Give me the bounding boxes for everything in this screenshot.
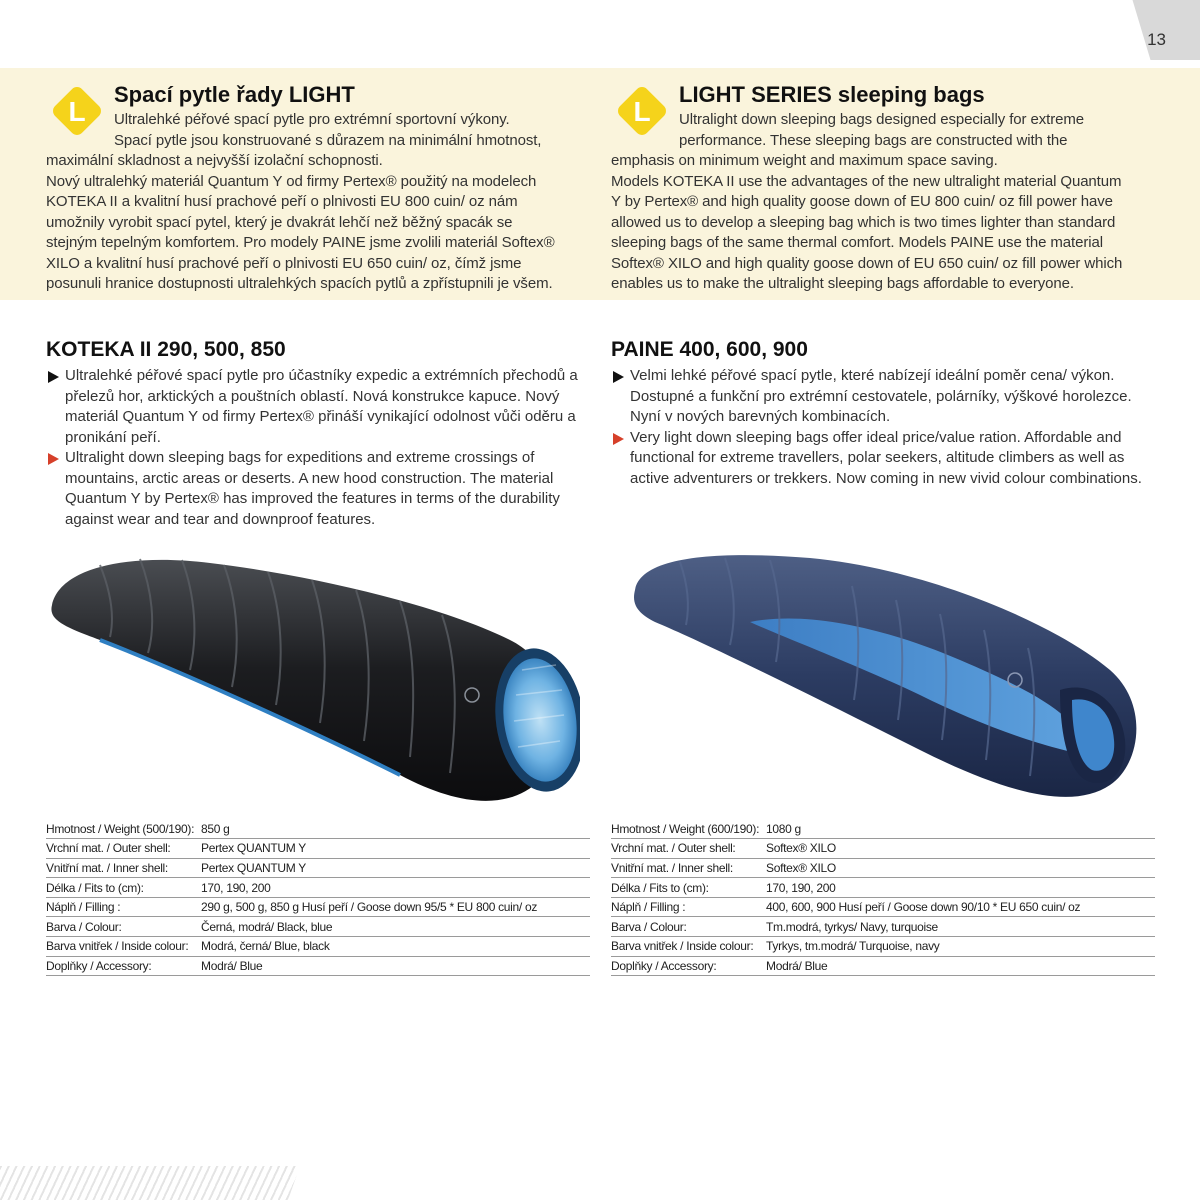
- product-paine: [611, 338, 1159, 489]
- spec-value: 290 g, 500 g, 850 g Husí peří / Goose down 95/5 * EU 800 cuin/ oz: [201, 897, 590, 917]
- light-series-badge-icon: [611, 80, 673, 142]
- spec-table-paine: [611, 819, 1155, 976]
- spec-value: Modrá/ Blue: [201, 956, 590, 976]
- product-koteka: [46, 338, 594, 530]
- arrow-right-icon: [613, 371, 624, 383]
- table-row: [611, 858, 1155, 878]
- spec-key: Doplňky / Accessory:: [611, 956, 766, 976]
- intro-line: maximální skladnost a nejvyšší izolační schopnosti.: [46, 152, 383, 169]
- intro-line: Ultralehké péřové spací pytle pro extrémní sportovní výkony.: [114, 111, 510, 128]
- table-row: [611, 937, 1155, 957]
- spec-value: Modrá, černá/ Blue, black: [201, 937, 590, 957]
- bullet-czech: [611, 366, 1159, 428]
- intro-text-english: [611, 110, 1156, 295]
- spec-key: Délka / Fits to (cm):: [46, 878, 201, 898]
- spec-value: 400, 600, 900 Husí peří / Goose down 90/10 * EU 650 cuin/ oz: [766, 897, 1155, 917]
- spec-key: Barva / Colour:: [46, 917, 201, 937]
- product-title-paine: PAINE 400, 600, 900: [611, 338, 808, 361]
- spec-value: Softex® XILO: [766, 858, 1155, 878]
- table-row: [46, 956, 590, 976]
- intro-line: KOTEKA II a kvalitní husí prachové peří o plnivosti EU 800 cuin/ oz nám: [46, 193, 518, 210]
- intro-title-english: LIGHT SERIES sleeping bags: [679, 82, 985, 107]
- spec-value: 850 g: [201, 819, 590, 839]
- table-row: [46, 858, 590, 878]
- spec-key: Vnitřní mat. / Inner shell:: [611, 858, 766, 878]
- table-row: [46, 839, 590, 859]
- intro-czech: [46, 80, 591, 295]
- spec-key: Vnitřní mat. / Inner shell:: [46, 858, 201, 878]
- spec-value: Modrá/ Blue: [766, 956, 1155, 976]
- intro-line: Ultralight down sleeping bags designed especially for extreme: [679, 111, 1084, 128]
- spec-key: Vrchní mat. / Outer shell:: [46, 839, 201, 859]
- intro-line: Models KOTEKA II use the advantages of the new ultralight material Quantum: [611, 172, 1122, 190]
- spec-table-koteka: [46, 819, 590, 976]
- light-series-badge-icon: [46, 80, 108, 142]
- spec-value: 170, 190, 200: [766, 878, 1155, 898]
- spec-key: Doplňky / Accessory:: [46, 956, 201, 976]
- spec-value: Tm.modrá, tyrkys/ Navy, turquoise: [766, 917, 1155, 937]
- table-row: [46, 819, 590, 839]
- spec-key: Barva vnitřek / Inside colour:: [46, 937, 201, 957]
- intro-line: Y by Pertex® and high quality goose down of EU 800 cuin/ oz fill power have: [611, 193, 1113, 210]
- spec-key: Hmotnost / Weight (500/190):: [46, 819, 201, 839]
- intro-line: XILO a kvalitní husí prachové peří o plnivosti EU 650 cuin/ oz, čímž jsme: [46, 254, 522, 272]
- spec-value: 170, 190, 200: [201, 878, 590, 898]
- bullet-text: Very light down sleeping bags offer ideal price/value ration. Affordable and functional for extreme travellers, polar seekers, altitude climbers as well as active adventurers or trekkers. Now coming in new vivid colour combinations.: [630, 428, 1142, 487]
- koteka-sleeping-bag-image: [40, 545, 580, 815]
- spec-value: Černá, modrá/ Black, blue: [201, 917, 590, 937]
- intro-title-czech: Spací pytle řady LIGHT: [114, 82, 355, 107]
- bullet-text: Ultralight down sleeping bags for expeditions and extreme crossings of mountains, arctic areas or deserts. A new hood construction. The material Quantum Y by Pertex® has improved the features in terms of the durability against wear and tear and downproof features.: [65, 449, 560, 528]
- table-row: [46, 917, 590, 937]
- spec-key: Barva vnitřek / Inside colour:: [611, 937, 766, 957]
- spec-key: Barva / Colour:: [611, 917, 766, 937]
- arrow-right-icon: [48, 453, 59, 465]
- table-row: [611, 917, 1155, 937]
- table-row: [611, 819, 1155, 839]
- intro-line: enables us to make the ultralight sleeping bags affordable to everyone.: [611, 275, 1074, 292]
- decorative-hatch: [0, 1166, 300, 1200]
- intro-line: emphasis on minimum weight and maximum space saving.: [611, 152, 998, 169]
- table-row: [611, 839, 1155, 859]
- bullet-text: Ultralehké péřové spací pytle pro účastníky expedic a extrémních přechodů a přelezů hor, arktických a pouštních oblastí. Nová konstrukce kapuce. Nový materiál Quantum Y od firmy Pertex® přináší vynikající odolnost vůči oděru a pronikání peří.: [65, 367, 578, 446]
- table-row: [46, 897, 590, 917]
- intro-line: performance. These sleeping bags are constructed with the: [679, 131, 1068, 149]
- bullet-english: [611, 428, 1159, 490]
- table-row: [611, 878, 1155, 898]
- spec-key: Délka / Fits to (cm):: [611, 878, 766, 898]
- badge-letter: L: [68, 96, 86, 127]
- intro-line: Nový ultralehký materiál Quantum Y od firmy Pertex® použitý na modelech: [46, 172, 537, 190]
- intro-line: Spací pytle jsou konstruované s důrazem na minimální hmotnost,: [114, 131, 542, 149]
- intro-line: posunuli hranice dostupnosti ultralehkých spacích pytlů a zpřístupnili je všem.: [46, 275, 553, 292]
- spec-key: Hmotnost / Weight (600/190):: [611, 819, 766, 839]
- intro-text-czech: [46, 110, 591, 295]
- arrow-right-icon: [48, 371, 59, 383]
- spec-value: Pertex QUANTUM Y: [201, 839, 590, 859]
- intro-line: umožnily vyrobit spací pytel, který je dvakrát lehčí než běžný spacák se: [46, 213, 513, 231]
- intro-english: [611, 80, 1156, 295]
- intro-line: sleeping bags of the same thermal comfort. Models PAINE use the material: [611, 234, 1103, 251]
- table-row: [611, 956, 1155, 976]
- paine-sleeping-bag-image: [620, 550, 1140, 815]
- bullet-czech: [46, 366, 594, 448]
- spec-key: Náplň / Filling :: [46, 897, 201, 917]
- spec-value: Pertex QUANTUM Y: [201, 858, 590, 878]
- badge-letter: L: [633, 96, 651, 127]
- spec-value: 1080 g: [766, 819, 1155, 839]
- intro-line: stejným tepelným komfortem. Pro modely PAINE jsme zvolili materiál Softex®: [46, 234, 555, 251]
- table-row: [46, 878, 590, 898]
- page-number: 13: [1147, 30, 1166, 49]
- arrow-right-icon: [613, 433, 624, 445]
- spec-value: Tyrkys, tm.modrá/ Turquoise, navy: [766, 937, 1155, 957]
- bullet-english: [46, 448, 594, 530]
- product-title-koteka: KOTEKA II 290, 500, 850: [46, 338, 286, 361]
- spec-key: Náplň / Filling :: [611, 897, 766, 917]
- spec-value: Softex® XILO: [766, 839, 1155, 859]
- table-row: [46, 937, 590, 957]
- table-row: [611, 897, 1155, 917]
- bullet-text: Velmi lehké péřové spací pytle, které nabízejí ideální poměr cena/ výkon. Dostupné a funkční pro extrémní cestovatele, polárníky, výškové horolezce. Nyní v nových barevných kombinacích.: [630, 367, 1132, 425]
- intro-line: Softex® XILO and high quality goose down of EU 650 cuin/ oz fill power which: [611, 254, 1123, 272]
- intro-line: allowed us to develop a sleeping bag which is two times lighter than standard: [611, 213, 1116, 231]
- spec-key: Vrchní mat. / Outer shell:: [611, 839, 766, 859]
